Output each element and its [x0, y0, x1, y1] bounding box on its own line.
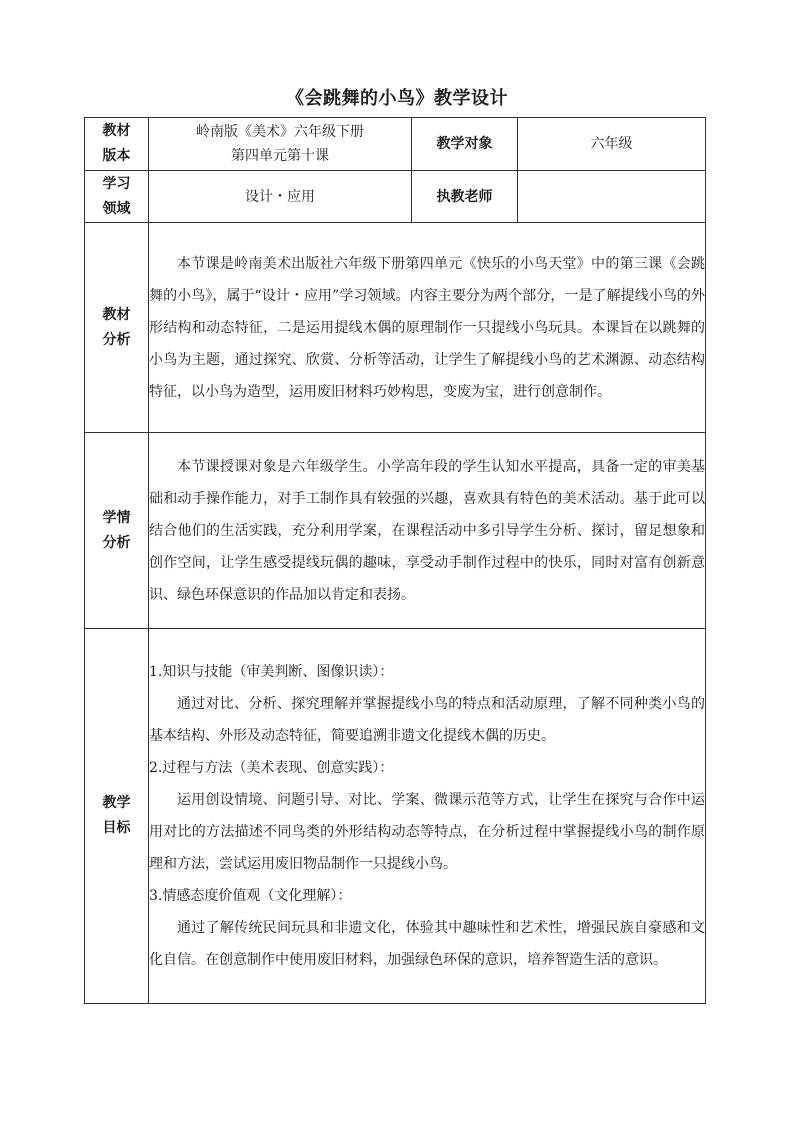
document-title: 《会跳舞的小鸟》教学设计: [286, 88, 508, 109]
label-material-analysis: 教材 分析: [85, 223, 149, 433]
text-material-analysis: 本节课是岭南美术出版社六年级下册第四单元《快乐的小鸟天堂》中的第三课《会跳舞的小鸟》，属于“设计・应用”学习领域。内容主要分为两个部分，一是了解提线小鸟的外形结构和动态特征，二是运用提线木偶的原理制作一只提线小鸟玩具。本课旨在以跳舞的小鸟为主题，通过探究、欣赏、分析等活动，让学生了解提线小鸟的艺术渊源、动态结构特征，以小鸟为造型，运用废旧材料巧妙构思，变废为宝，进行创意制作。: [149, 223, 706, 433]
goal-body: 通过对比、分析、探究理解并掌握提线小鸟的特点和活动原理，了解不同种类小鸟的基本结构、外形及动态特征，简要追溯非遗文化提线木偶的历史。: [149, 696, 705, 744]
row-learning-field: [85, 171, 706, 223]
goal-body: 运用创设情境、问题引导、对比、学案、微课示范等方式，让学生在探究与合作中运用对比的方法描述不同鸟类的外形结构动态等特点，在分析过程中掌握提线小鸟的制作原理和方法，尝试运用废旧物品制作一只提线小鸟。: [149, 792, 705, 872]
row-learner-analysis: [85, 433, 706, 629]
goal-heading: 3.情感态度价值观（文化理解）：: [149, 888, 352, 904]
value-teacher: [518, 171, 706, 223]
value-teaching-audience: 六年级: [518, 118, 706, 171]
label-teaching-audience: 教学对象: [412, 118, 518, 171]
label-learner-analysis: 学情 分析: [85, 433, 149, 629]
row-textbook-version: [85, 118, 706, 171]
value-learning-field: 设计・应用: [149, 171, 412, 223]
goal-body: 通过了解传统民间玩具和非遗文化，体验其中趣味性和艺术性，增强民族自豪感和文化自信。在创意制作中使用废旧材料，加强绿色环保的意识，培养智造生活的意识。: [149, 920, 705, 968]
label-textbook-version: 教材 版本: [85, 118, 149, 171]
label-learning-field: 学习 领域: [85, 171, 149, 223]
text-learner-analysis: 本节课授课对象是六年级学生。小学高年段的学生认知水平提高，具备一定的审美基础和动手操作能力，对手工制作具有较强的兴趣，喜欢具有特色的美术活动。基于此可以结合他们的生活实践，充分利用学案，在课程活动中多引导学生分析、探讨，留足想象和创作空间，让学生感受提线玩偶的趣味，享受动手制作过程中的快乐，同时对富有创新意识、绿色环保意识的作品加以肯定和表扬。: [149, 433, 706, 629]
row-material-analysis: [85, 223, 706, 433]
label-teacher: 执教老师: [412, 171, 518, 223]
row-teaching-goals: [85, 629, 706, 1004]
value-textbook-version: 岭南版《美术》六年级下册 第四单元第十课: [149, 118, 412, 171]
goal-heading: 2.过程与方法（美术表现、创意实践）：: [149, 760, 394, 776]
goal-heading: 1.知识与技能（审美判断、图像识读）：: [149, 664, 394, 680]
text-teaching-goals: [149, 629, 706, 1004]
lesson-plan-table: [84, 117, 706, 1004]
label-teaching-goals: 教学 目标: [85, 629, 149, 1004]
